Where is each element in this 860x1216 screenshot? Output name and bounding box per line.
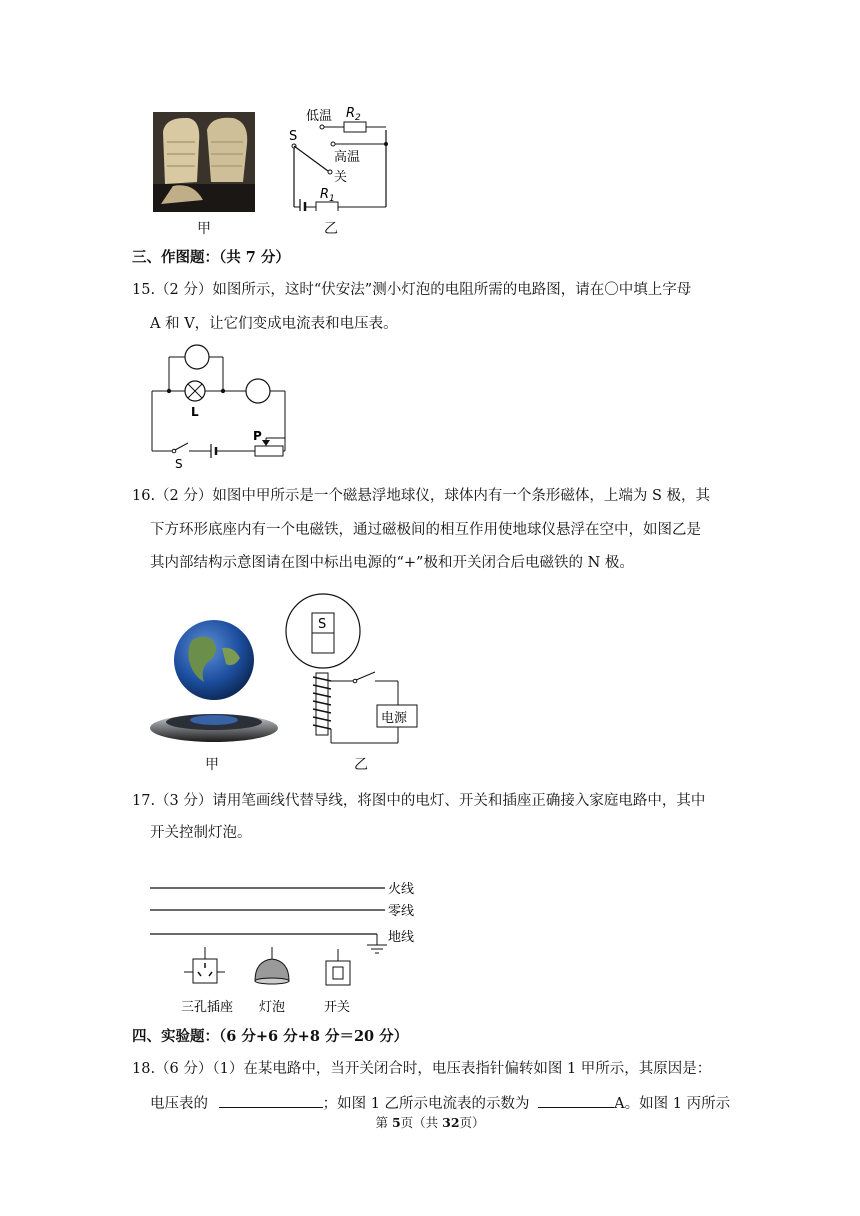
- voltammetry-circuit: [145, 340, 295, 475]
- answer-blank-1[interactable]: [219, 1093, 323, 1108]
- low-temp-label: 低温: [306, 109, 333, 124]
- live-wire-label: 火线: [388, 882, 415, 897]
- q17-line-2: 开关控制灯泡。: [150, 825, 252, 841]
- footer-middle: 页（共: [400, 1115, 443, 1130]
- fig16-right-caption: 乙: [354, 757, 368, 773]
- slider-p-label: P: [253, 429, 262, 443]
- r1-subscript: 1: [329, 194, 335, 204]
- electromagnet-diagram: [283, 593, 423, 753]
- car-seat-image: [153, 112, 255, 212]
- q18-line-2: [150, 1093, 730, 1114]
- socket-label: 三孔插座: [181, 1000, 234, 1015]
- q16-line-3: 其内部结构示意图请在图中标出电源的“+”极和开关闭合后电磁铁的 N 极。: [150, 555, 634, 571]
- maglev-globe-photo: [148, 610, 280, 750]
- q17-line-1: 17.（3 分）请用笔画线代替导线，将图中的电灯、开关和插座正确接入家庭电路中，其中: [132, 793, 706, 809]
- seat-circuit-diagram: [270, 103, 400, 211]
- q18-part-a: 电压表的: [150, 1096, 208, 1112]
- r2-label: R: [346, 106, 356, 121]
- answer-blank-2[interactable]: [538, 1093, 614, 1108]
- switch-label: 开关: [324, 1000, 351, 1015]
- bulb-label: 灯泡: [259, 1000, 286, 1015]
- q15-line-1: 15.（2 分）如图所示，这时“伏安法”测小灯泡的电阻所需的电路图，请在〇中填上字母: [132, 282, 692, 298]
- magnet-s-pole: S: [318, 617, 327, 632]
- svg-text:R1: [320, 187, 335, 204]
- seat-photo: [153, 112, 255, 212]
- ground-wire-label: 地线: [388, 930, 415, 945]
- fig14-left-caption: 甲: [197, 221, 211, 237]
- svg-text:R2: [346, 106, 361, 123]
- three-pin-socket-icon: [184, 947, 225, 983]
- household-circuit-diagram: [145, 875, 425, 1020]
- wall-switch-icon: [326, 949, 350, 985]
- neutral-wire-label: 零线: [388, 904, 415, 919]
- fig14-right-caption: 乙: [324, 221, 338, 237]
- off-label: 关: [334, 170, 348, 185]
- r2-subscript: 2: [355, 113, 361, 123]
- q18-line-1: 18.（6 分）（1）在某电路中，当开关闭合时，电压表指针偏转如图 1 甲所示，其原因是：: [132, 1061, 712, 1077]
- fig16-left-caption: 甲: [205, 757, 219, 773]
- section-4-title: 四、实验题：（6 分+6 分+8 分＝20 分）: [132, 1028, 409, 1045]
- lamp-l-label: L: [191, 405, 199, 419]
- q15-line-2: A 和 V，让它们变成电流表和电压表。: [150, 316, 398, 332]
- footer-prefix: 第: [375, 1115, 392, 1130]
- r1-label: R: [320, 187, 330, 202]
- q16-line-2: 下方环形底座内有一个电磁铁，通过磁极间的相互作用使地球仪悬浮在空中，如图乙是: [150, 522, 701, 538]
- switch-s-label-q15: S: [175, 457, 183, 471]
- q18-part-c: A。如图 1 丙所示: [614, 1096, 731, 1112]
- footer-suffix: 页）: [459, 1115, 485, 1130]
- total-pages: 32: [442, 1115, 460, 1130]
- high-temp-label: 高温: [334, 150, 361, 165]
- section-3-title: 三、作图题：（共 7 分）: [132, 249, 290, 266]
- switch-s-label: S: [289, 129, 298, 144]
- power-source-label: 电源: [381, 711, 408, 726]
- page-footer: [0, 1113, 860, 1131]
- current-page-number: 5: [391, 1115, 401, 1130]
- q18-part-b: ；如图 1 乙所示电流表的示数为: [322, 1096, 530, 1112]
- q16-line-1: 16.（2 分）如图中甲所示是一个磁悬浮地球仪，球体内有一个条形磁体，上端为 S 极，其: [132, 488, 711, 504]
- lamp-bulb-icon: [255, 947, 289, 984]
